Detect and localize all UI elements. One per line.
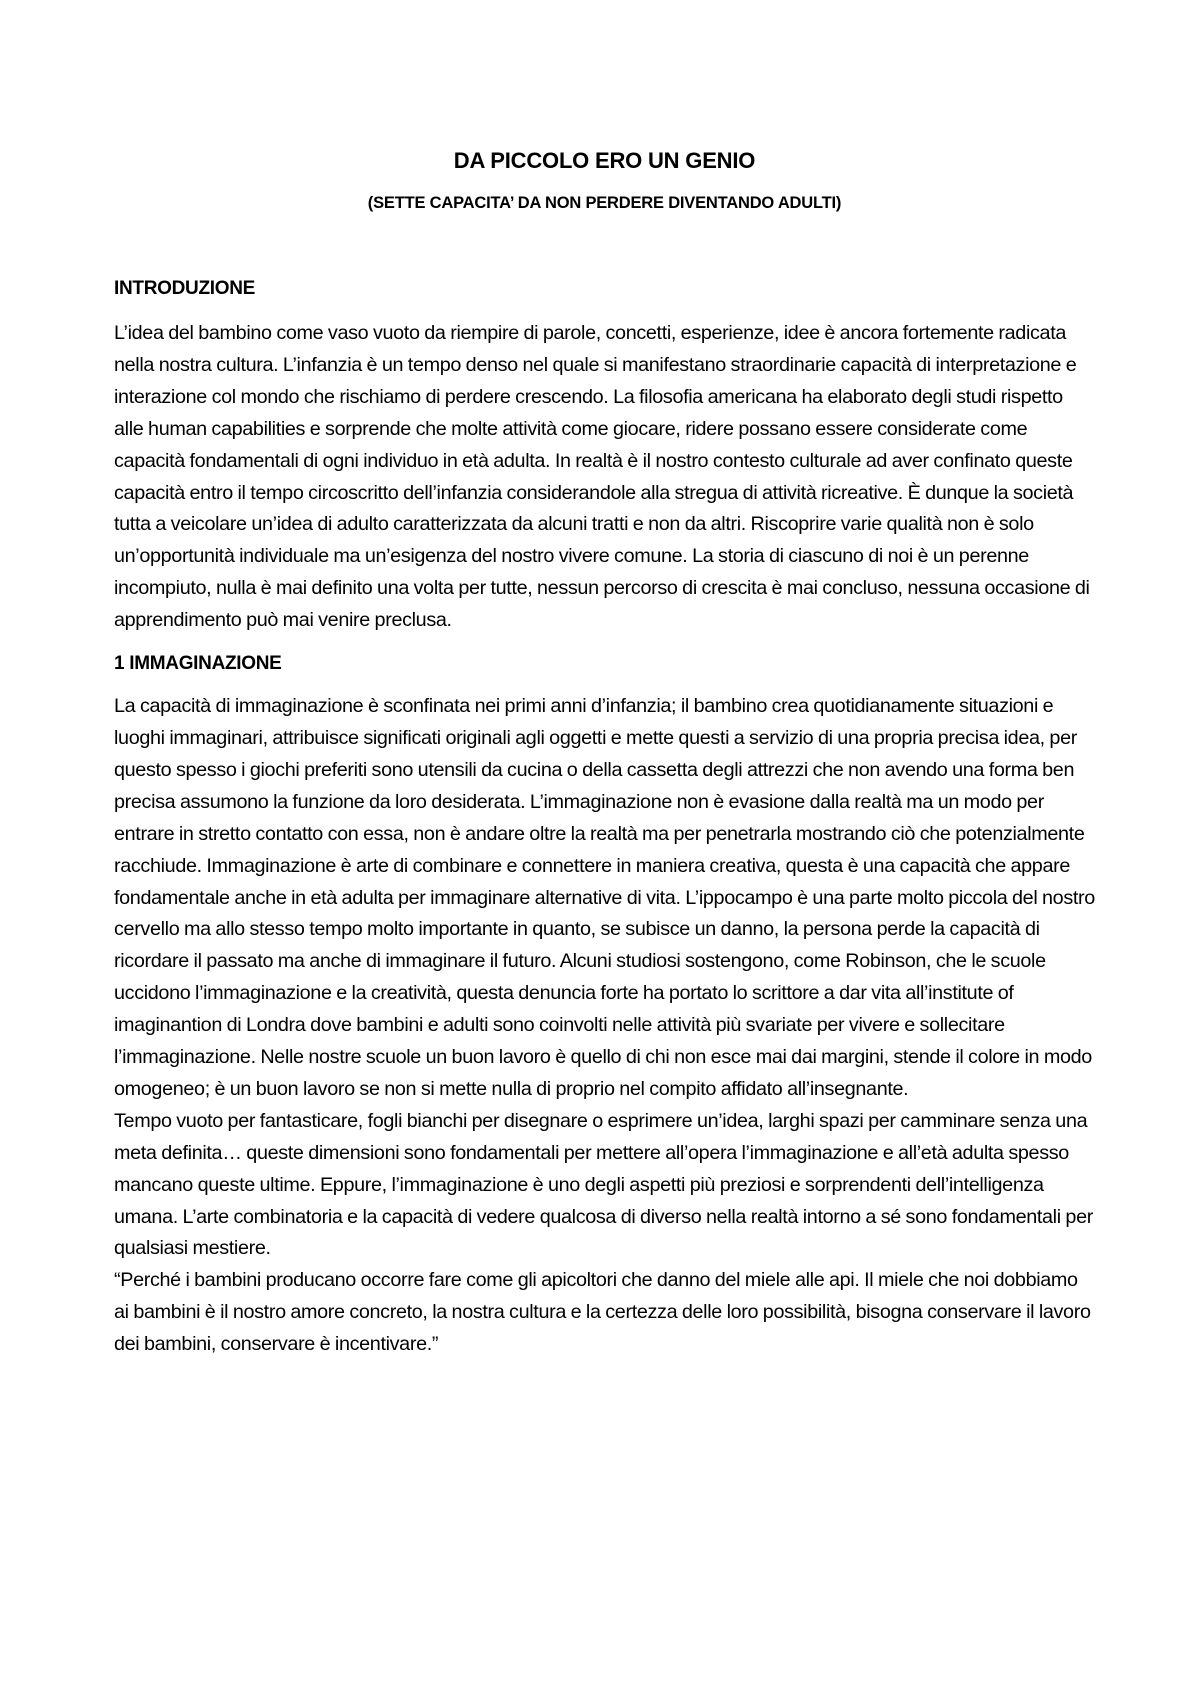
document-subtitle: (SETTE CAPACITA’ DA NON PERDERE DIVENTANDO ADULTI) xyxy=(367,194,842,212)
section-heading-immaginazione: 1 IMMAGINAZIONE xyxy=(114,653,282,675)
paragraph-immaginazione-2: Tempo vuoto per fantasticare, fogli bianchi per disegnare o esprimere un’idea, larghi spazi per camminare senza una meta definita… queste dimensioni sono fondamentali per mettere all’opera l’immaginazione e all’età adulta spesso mancano queste ultime. Eppure, l’immaginazione è uno degli aspetti più preziosi e sorprendenti dell’intelligenza umana. L’arte combinatoria e la capacità di vedere qualcosa di diverso nella realtà intorno a sé sono fondamentali per qualsiasi mestiere. xyxy=(114,1109,1093,1260)
paragraph-immaginazione-quote: “Perché i bambini producano occorre fare come gli apicoltori che danno del miele alle api. Il miele che noi dobbiamo ai bambini è il nostro amore concreto, la nostra cultura e la certezza delle loro possibilità, bisogna conservare il lavoro dei bambini, conservare è incentivare.” xyxy=(114,1269,1091,1356)
document-title: DA PICCOLO ERO UN GENIO xyxy=(453,148,756,173)
paragraph-immaginazione-1: La capacità di immaginazione è sconfinata nei primi anni d’infanzia; il bambino crea quotidianamente situazioni e luoghi immaginari, attribuisce significati originali agli oggetti e mette questi a servizio di una propria precisa idea, per questo spesso i giochi preferiti sono utensili da cucina o della cassetta degli attrezzi che non avendo una forma ben precisa assumono la funzione da loro desiderata. L’immaginazione non è evasione dalla realtà ma un modo per entrare in stretto contatto con essa, non è andare oltre la realtà ma per penetrarla mostrando ciò che potenzialmente racchiude. Immaginazione è arte di combinare e connettere in maniera creativa, questa è una capacità che appare fondamentale anche in età adulta per immaginare alternative di vita. L’ippocampo è una parte molto piccola del nostro cervello ma allo stesso tempo molto importante in quanto, se subisce un danno, la persona perde la capacità di ricordare il passato ma anche di immaginare il futuro. Alcuni studiosi sostengono, come Robinson, che le scuole uccidono l’immaginazione e la creatività, questa denuncia forte ha portato lo scrittore a dar vita all’institute of imaginantion di Londra dove bambini e adulti sono coinvolti nelle attività più svariate per vivere e sollecitare l’immaginazione. Nelle nostre scuole un buon lavoro è quello di chi non esce mai dai margini, stende il colore in modo omogeneo; è un buon lavoro se non si mette nulla di proprio nel compito affidato all’insegnante. xyxy=(114,695,1095,1100)
section-heading-introduzione: INTRODUZIONE xyxy=(114,278,256,299)
paragraph-introduzione: L’idea del bambino come vaso vuoto da riempire di parole, concetti, esperienze, idee è ancora fortemente radicata nella nostra cultura. L’infanzia è un tempo denso nel quale si manifestano straordinarie capacità di interpretazione e interazione col mondo che rischiamo di perdere crescendo. La filosofia americana ha elaborato degli studi rispetto alle human capabilities e sorprende che molte attività come giocare, ridere possano essere considerate come capacità fondamentali di ogni individuo in età adulta. In realtà è il nostro contesto culturale ad aver confinato queste capacità entro il tempo circoscritto dell’infanzia considerandole alla stregua di attività ricreative. È dunque la società tutta a veicolare un’idea di adulto caratterizzata da alcuni tratti e non da altri. Riscoprire varie qualità non è solo un’opportunità individuale ma un’esigenza del nostro vivere comune. La storia di ciascuno di noi è un perenne incompiuto, nulla è mai definito una volta per tutte, nessun percorso di crescita è mai concluso, nessuna occasione di apprendimento può mai venire preclusa. xyxy=(114,322,1090,632)
